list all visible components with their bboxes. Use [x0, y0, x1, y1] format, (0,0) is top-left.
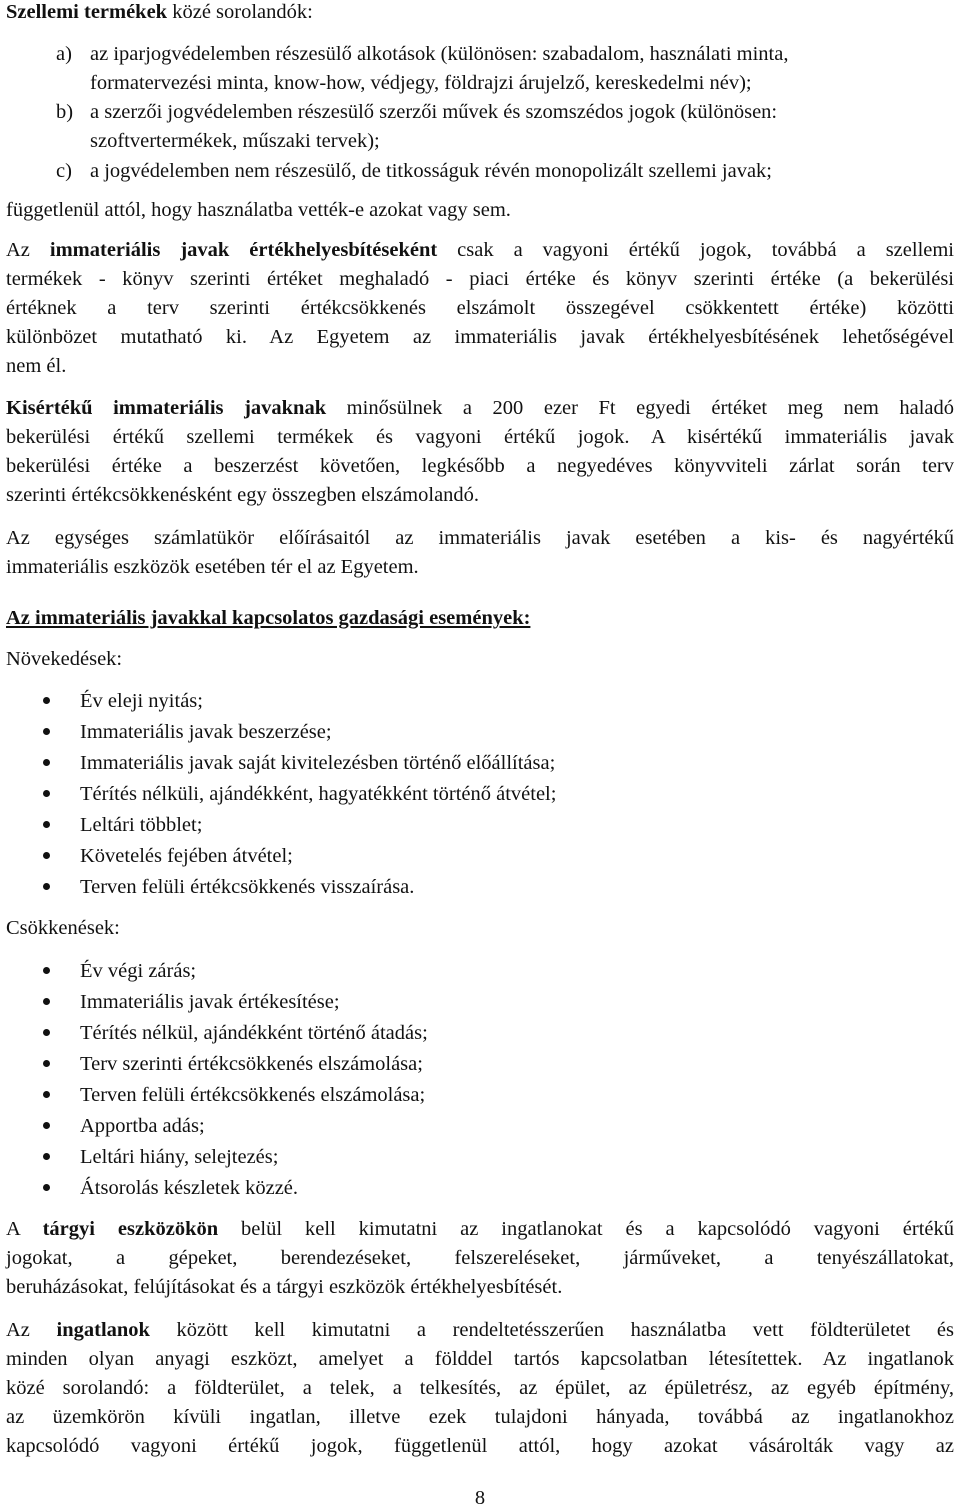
- low-value-line1: [6, 396, 954, 420]
- low-value-line2: bekerülési értékű szellemi termékek és vagyoni értékű jogok. A kisértékű immateriális javak: [6, 426, 954, 448]
- chart-of-accounts-line1: Az egységes számlatükör előírásaitól az immateriális javak esetében a kis- és nagyértékű: [6, 527, 954, 549]
- revaluation-line1-a: Az: [6, 239, 50, 261]
- revaluation-line3: értéknek a terv szerinti értékcsökkenés elszámolt összegével csökkentett értéke) közötti: [6, 297, 954, 319]
- revaluation-line1-c: csak a vagyoni értékű jogok, továbbá a szellemi: [437, 239, 955, 261]
- increase-item: Immateriális javak saját kivitelezésben történő előállítása;: [80, 752, 556, 774]
- list-label-b: b): [56, 101, 74, 123]
- real-estate-term: ingatlanok: [56, 1319, 150, 1341]
- tangible-term: tárgyi eszközökön: [42, 1218, 219, 1240]
- events-heading: Az immateriális javakkal kapcsolatos gazdasági események:: [6, 607, 531, 629]
- increase-item: Terven felüli értékcsökkenés visszaírása.: [80, 876, 415, 898]
- revaluation-line5: nem él.: [6, 355, 67, 377]
- decrease-item: Immateriális javak értékesítése;: [80, 991, 340, 1013]
- list-label-a: a): [56, 43, 72, 65]
- bullet-icon: [43, 883, 50, 890]
- decrease-item: Leltári hiány, selejtezés;: [80, 1146, 279, 1168]
- bullet-icon: [43, 1029, 50, 1036]
- decrease-item: Terven felüli értékcsökkenés elszámolása;: [80, 1084, 426, 1106]
- revaluation-line2: termékek - könyv szerinti értéket meghaladó - piaci értéke és könyv szerinti értéke (a bekerülési: [6, 268, 954, 290]
- bullet-icon: [43, 967, 50, 974]
- decrease-item: Év végi zárás;: [80, 960, 197, 982]
- increase-item: Év eleji nyitás;: [80, 690, 203, 712]
- real-estate-line1: [6, 1318, 954, 1342]
- increase-item: Immateriális javak beszerzése;: [80, 721, 332, 743]
- list-item-b-line1: a szerzői jogvédelemben részesülő szerzői művek és szomszédos jogok (különösen:: [90, 101, 778, 123]
- tangible-line1-a: A: [6, 1218, 43, 1240]
- decrease-item: Terv szerinti értékcsökkenés elszámolása;: [80, 1053, 423, 1075]
- real-estate-line4: az üzemkörön kívüli ingatlan, illetve ezek tulajdoni hányada, továbbá az ingatlanokhoz: [6, 1406, 954, 1428]
- list-item-a-line2: formatervezési minta, know-how, védjegy, földrajzi árujelző, kereskedelmi név);: [90, 72, 752, 94]
- revaluation-line4: különbözet mutatható ki. Az Egyetem az immateriális javak értékhelyesbítésének lehetőségével: [6, 326, 954, 348]
- bullet-icon: [43, 1184, 50, 1191]
- bullet-icon: [43, 1060, 50, 1067]
- independent-line: függetlenül attól, hogy használatba vették-e azokat vagy sem.: [6, 199, 511, 221]
- intro-heading-bold: Szellemi termékek: [6, 1, 168, 23]
- page-number: 8: [474, 1487, 486, 1509]
- low-value-line4: szerinti értékcsökkenésként egy összegben elszámolandó.: [6, 484, 480, 506]
- low-value-line1-b: minősülnek a 200 ezer Ft egyedi értéket meg nem haladó: [326, 397, 955, 419]
- bullet-icon: [43, 1091, 50, 1098]
- real-estate-line1-c: között kell kimutatni a rendeltetésszerűen használatba vett földterületet és: [149, 1319, 955, 1341]
- chart-of-accounts-line2: immateriális eszközök esetében tér el az Egyetem.: [6, 556, 419, 578]
- list-item-b-line2: szoftvertermékek, műszaki tervek);: [90, 130, 380, 152]
- bullet-icon: [43, 728, 50, 735]
- decreases-label: Csökkenések:: [6, 917, 120, 939]
- tangible-line3: beruházásokat, felújításokat és a tárgyi eszközök értékhelyesbítését.: [6, 1276, 563, 1298]
- intro-heading: [6, 0, 313, 24]
- list-item-a-line1: az iparjogvédelemben részesülő alkotások (különösen: szabadalom, használati minta,: [90, 43, 789, 65]
- intro-heading-rest: közé sorolandók:: [167, 1, 313, 23]
- bullet-icon: [43, 852, 50, 859]
- increases-label: Növekedések:: [6, 648, 123, 670]
- bullet-icon: [43, 790, 50, 797]
- increase-item: Leltári többlet;: [80, 814, 203, 836]
- decrease-item: Térítés nélkül, ajándékként történő átadás;: [80, 1022, 428, 1044]
- increase-item: Követelés fejében átvétel;: [80, 845, 293, 867]
- revaluation-term: immateriális javak értékhelyesbítéseként: [49, 239, 438, 261]
- revaluation-line1: [6, 238, 954, 262]
- tangible-line1-c: belül kell kimutatni az ingatlanokat és a kapcsolódó vagyoni értékű: [218, 1218, 954, 1240]
- decrease-item: Apportba adás;: [80, 1115, 205, 1137]
- real-estate-line2: minden olyan anyagi eszközt, amelyet a földdel tartós kapcsolatban létesítettek. Az ingatlanok: [6, 1348, 954, 1370]
- real-estate-line1-a: Az: [6, 1319, 57, 1341]
- low-value-term: Kisértékű immateriális javaknak: [6, 397, 327, 419]
- decrease-item: Átsorolás készletek közzé.: [80, 1177, 299, 1199]
- bullet-icon: [43, 697, 50, 704]
- tangible-line2: jogokat, a gépeket, berendezéseket, felszereléseket, járműveket, a tenyészállatokat,: [6, 1247, 954, 1269]
- bullet-icon: [43, 759, 50, 766]
- low-value-line3: bekerülési értéke a beszerzést követően, legkésőbb a negyedéves könyvviteli zárlat során terv: [6, 455, 954, 477]
- bullet-icon: [43, 821, 50, 828]
- list-item-c-line1: a jogvédelemben nem részesülő, de titkosságuk révén monopolizált szellemi javak;: [90, 160, 772, 182]
- bullet-icon: [43, 1122, 50, 1129]
- list-label-c: c): [56, 160, 72, 182]
- bullet-icon: [43, 998, 50, 1005]
- bullet-icon: [43, 1153, 50, 1160]
- real-estate-line3: közé sorolandó: a földterület, a telek, a telkesítés, az épület, az épületrész, az egyéb építmény,: [6, 1377, 954, 1399]
- tangible-line1: [6, 1217, 954, 1241]
- increase-item: Térítés nélküli, ajándékként, hagyatékként történő átvétel;: [80, 783, 557, 805]
- real-estate-line5: kapcsolódó vagyoni értékű jogok, függetlenül attól, hogy azokat vásárolták vagy az: [6, 1435, 954, 1457]
